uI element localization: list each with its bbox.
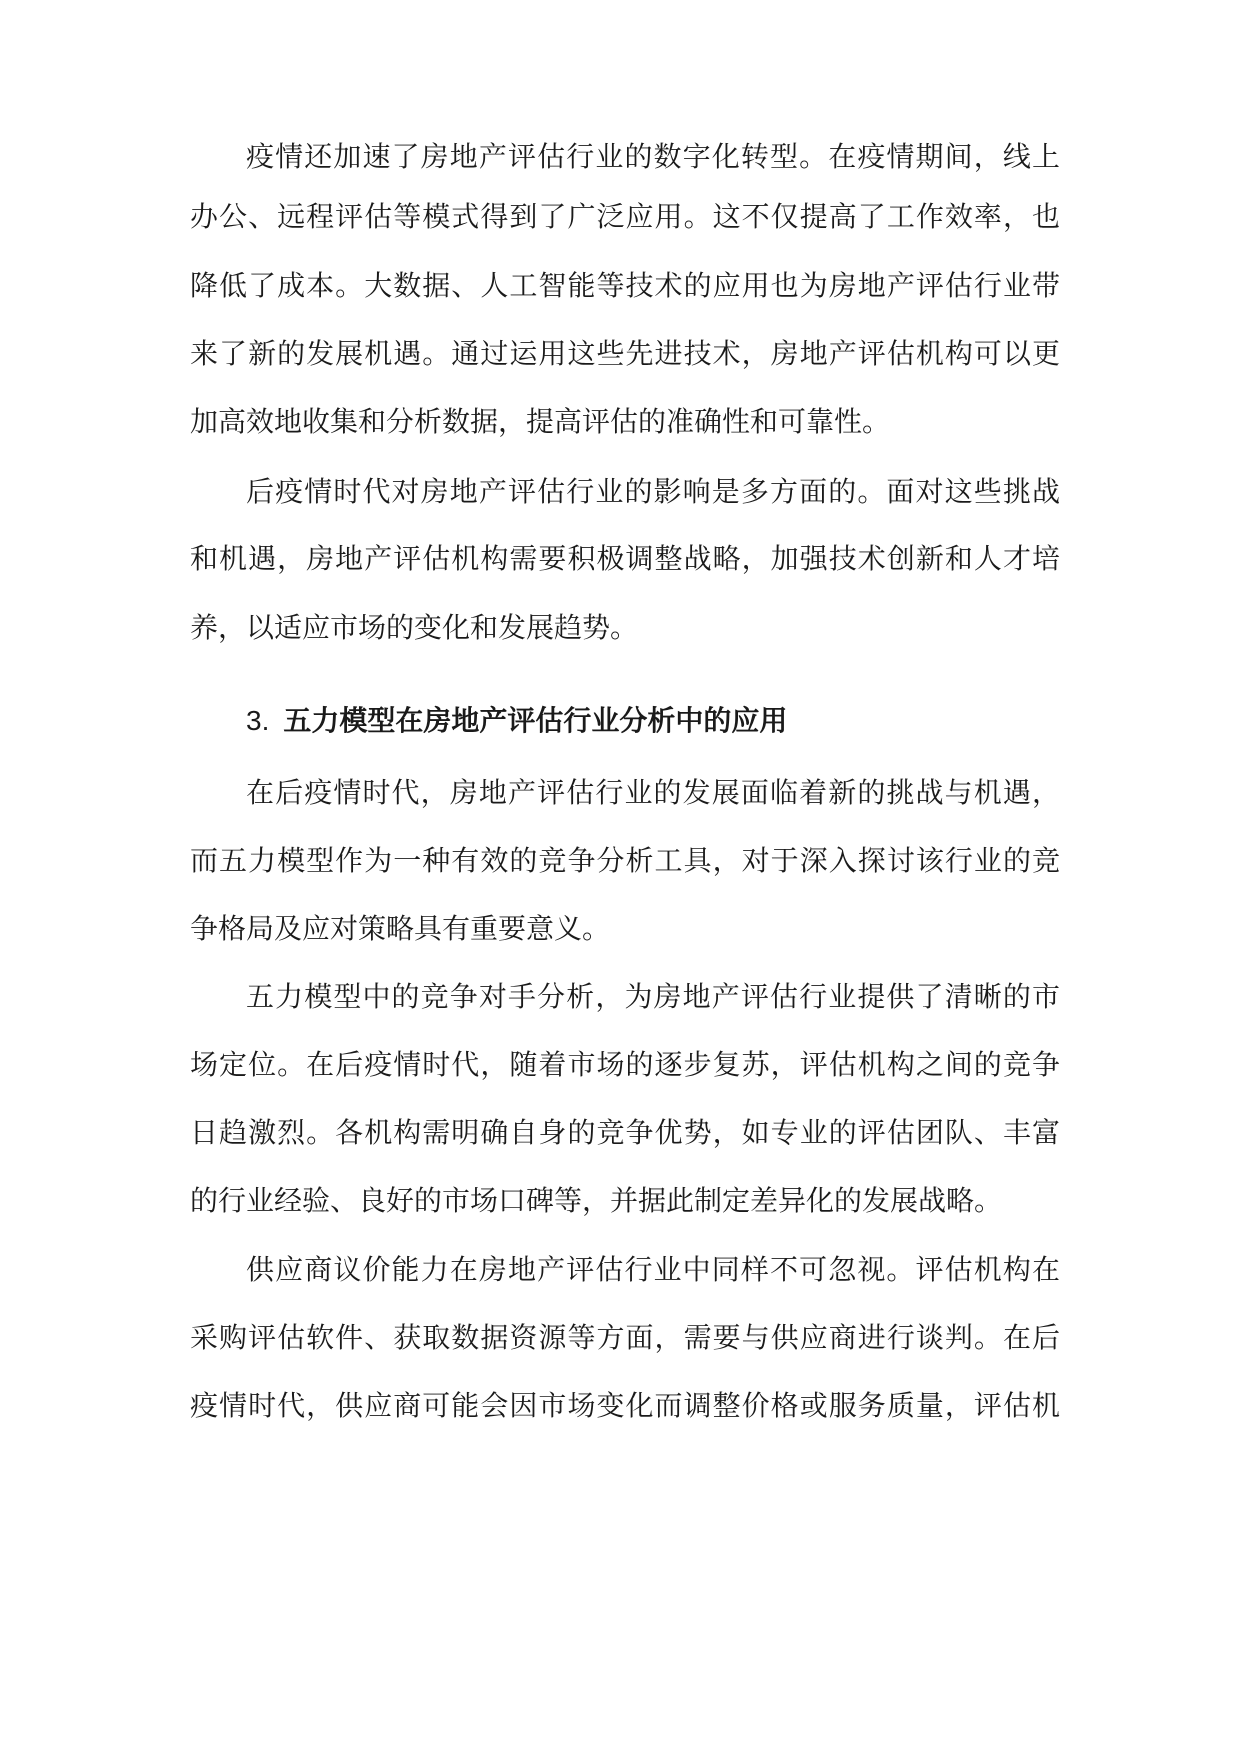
paragraph-3-line-3: 争格局及应对策略具有重要意义。 bbox=[190, 912, 611, 945]
paragraph-1-line-1: 疫情还加速了房地产评估行业的数字化转型。在疫情期间，线上 bbox=[246, 140, 1060, 173]
paragraph-1-line-4: 来了新的发展机遇。通过运用这些先进技术，房地产评估机构可以更 bbox=[190, 337, 1060, 370]
paragraph-2-line-3: 养，以适应市场的变化和发展趋势。 bbox=[190, 611, 639, 644]
paragraph-4-line-3: 日趋激烈。各机构需明确自身的竞争优势，如专业的评估团队、丰富 bbox=[190, 1116, 1060, 1149]
paragraph-4-line-4: 的行业经验、良好的市场口碑等，并据此制定差异化的发展战略。 bbox=[190, 1184, 1003, 1217]
paragraph-4-line-1: 五力模型中的竞争对手分析，为房地产评估行业提供了清晰的市 bbox=[246, 980, 1060, 1013]
section-heading bbox=[246, 701, 787, 741]
paragraph-4-line-2: 场定位。在后疫情时代，随着市场的逐步复苏，评估机构之间的竞争 bbox=[190, 1048, 1060, 1081]
paragraph-5-line-3: 疫情时代，供应商可能会因市场变化而调整价格或服务质量，评估机 bbox=[190, 1389, 1060, 1422]
paragraph-1-line-2: 办公、远程评估等模式得到了广泛应用。这不仅提高了工作效率，也 bbox=[190, 200, 1060, 233]
paragraph-3-line-1: 在后疫情时代，房地产评估行业的发展面临着新的挑战与机遇， bbox=[246, 776, 1060, 809]
paragraph-2-line-1: 后疫情时代对房地产评估行业的影响是多方面的。面对这些挑战 bbox=[246, 475, 1060, 508]
paragraph-3-line-2: 而五力模型作为一种有效的竞争分析工具，对于深入探讨该行业的竞 bbox=[190, 844, 1060, 877]
section-number: 3. bbox=[246, 705, 270, 736]
paragraph-2-line-2: 和机遇，房地产评估机构需要积极调整战略，加强技术创新和人才培 bbox=[190, 542, 1060, 575]
paragraph-1-line-3: 降低了成本。大数据、人工智能等技术的应用也为房地产评估行业带 bbox=[190, 269, 1060, 302]
paragraph-1-line-5: 加高效地收集和分析数据，提高评估的准确性和可靠性。 bbox=[190, 405, 891, 438]
paragraph-5-line-1: 供应商议价能力在房地产评估行业中同样不可忽视。评估机构在 bbox=[246, 1253, 1060, 1286]
section-title: 五力模型在房地产评估行业分析中的应用 bbox=[283, 704, 788, 737]
paragraph-5-line-2: 采购评估软件、获取数据资源等方面，需要与供应商进行谈判。在后 bbox=[190, 1321, 1060, 1354]
